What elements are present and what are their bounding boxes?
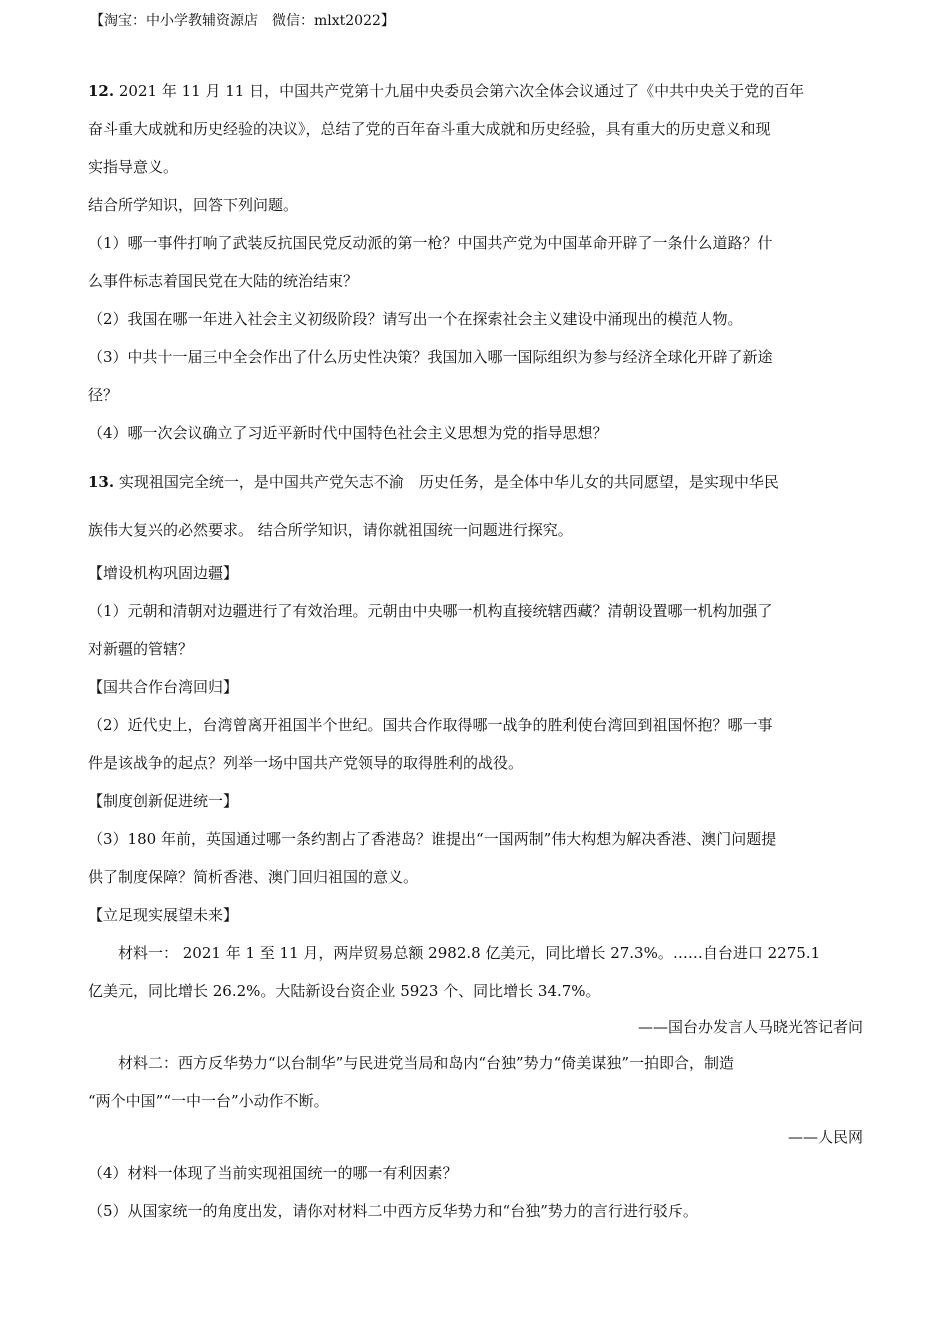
document-body <box>88 72 863 1230</box>
material-2-source: ——人民网 <box>787 1128 863 1146</box>
q13-subq-4: （4）材料一体现了当前实现祖国统一的哪一有利因素？ <box>88 1164 458 1182</box>
q13-heading-1: 【增设机构巩固边疆】 <box>88 564 239 582</box>
q13-subq-1b: 对新疆的管辖？ <box>88 640 194 658</box>
q12-line-1: 12. 2021 年 11 月 11 日，中国共产党第十九届中央委员会第六次全体会议通过了《中共中央关于党的百年 <box>88 82 805 100</box>
q12-subq-1a: （1）哪一事件打响了武装反抗国民党反动派的第一枪？中国共产党为中国革命开辟了一条什么道路？什 <box>88 234 773 252</box>
material-2-line-2: “两个中国”“一中一台”小动作不断。 <box>88 1092 329 1110</box>
q13-heading-4: 【立足现实展望未来】 <box>88 906 239 924</box>
q13-heading-2: 【国共合作台湾回归】 <box>88 678 239 696</box>
q13-subq-3a: （3）180 年前，英国通过哪一条约割占了香港岛？谁提出“一国两制”伟大构想为解决香港、澳门问题提 <box>88 830 777 848</box>
q13-line-1: 13. 实现祖国完全统一，是中国共产党矢志不渝 历史任务，是全体中华儿女的共同愿望，是实现中华民 <box>88 473 779 491</box>
q12-line-4: 结合所学知识，回答下列问题。 <box>88 196 299 214</box>
q12-subq-4: （4）哪一次会议确立了习近平新时代中国特色社会主义思想为党的指导思想？ <box>88 424 608 442</box>
q12-number: 12. <box>88 82 115 100</box>
q13-subq-2b: 件是该战争的起点？列举一场中国共产党领导的取得胜利的战役。 <box>88 754 524 772</box>
q12-line-3: 实指导意义。 <box>88 158 179 176</box>
q13-number: 13. <box>88 473 115 491</box>
q13-heading-3: 【制度创新促进统一】 <box>88 792 239 810</box>
q13-subq-3b: 供了制度保障？简析香港、澳门回归祖国的意义。 <box>88 868 419 886</box>
q12-subq-3a: （3）中共十一届三中全会作出了什么历史性决策？我国加入哪一国际组织为参与经济全球化开辟了新途 <box>88 348 773 366</box>
q13-line-2: 族伟大复兴的必然要求。 结合所学知识，请你就祖国统一问题进行探究。 <box>88 521 573 539</box>
q12-line-2: 奋斗重大成就和历史经验的决议》，总结了党的百年奋斗重大成就和历史经验，具有重大的历史意义和现 <box>88 120 771 138</box>
material-1-source: ——国台办发言人马晓光答记者问 <box>637 1018 863 1036</box>
page-header: 【淘宝：中小学教辅资源店 微信：mlxt2022】 <box>90 13 395 29</box>
q13-subq-1a: （1）元朝和清朝对边疆进行了有效治理。元朝由中央哪一机构直接统辖西藏？清朝设置哪一机构加强了 <box>88 602 773 620</box>
material-1-line-2: 亿美元，同比增长 26.2%。大陆新设台资企业 5923 个、同比增长 34.7%。 <box>88 982 601 1000</box>
material-1-line-1: 材料一： 2021 年 1 至 11 月，两岸贸易总额 2982.8 亿美元，同比增长 27.3%。……自台进口 2275.1 <box>118 944 821 962</box>
q13-subq-2a: （2）近代史上，台湾曾离开祖国半个世纪。国共合作取得哪一战争的胜利使台湾回到祖国怀抱？哪一事 <box>88 716 773 734</box>
q12-subq-2: （2）我国在哪一年进入社会主义初级阶段？请写出一个在探索社会主义建设中涌现出的模范人物。 <box>88 310 743 328</box>
q12-subq-1b: 么事件标志着国民党在大陆的统治结束？ <box>88 272 359 290</box>
q13-subq-5: （5）从国家统一的角度出发，请你对材料二中西方反华势力和“台独”势力的言行进行驳斥。 <box>88 1202 698 1220</box>
material-2-line-1: 材料二：西方反华势力“以台制华”与民进党当局和岛内“台独”势力“倚美谋独”一拍即合，制造 <box>118 1054 735 1072</box>
q12-subq-3b: 径？ <box>88 386 119 404</box>
